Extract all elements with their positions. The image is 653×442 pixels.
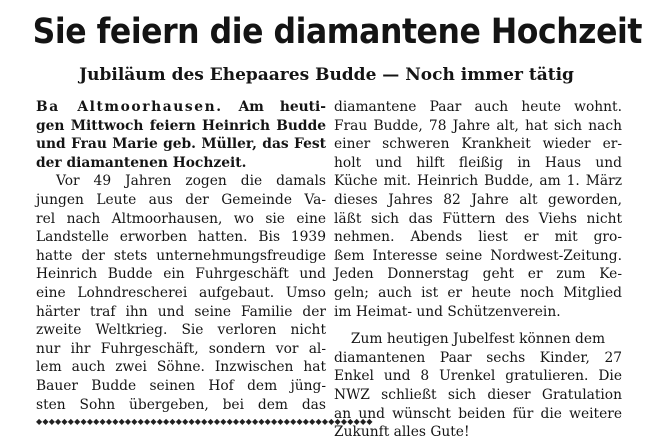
text-line: Vor 49 Jahren zogen die damals: [56, 173, 326, 190]
text-line: NWZ schließt sich dieser Gratulation: [334, 386, 622, 403]
text-line: Jeden Donnerstag geht er zum Ke-: [334, 266, 622, 283]
text-line: Bauer Budde seinen Hof dem jüng-: [36, 377, 326, 394]
text-line: diamantene Paar auch heute wohnt.: [334, 99, 622, 115]
text-line: härter traf ihn und seine Familie der: [36, 303, 326, 320]
text-line: einer schweren Krankheit wieder er-: [334, 136, 622, 153]
text-line: geln; auch ist er heute noch Mitglied: [334, 284, 622, 301]
text-line: Frau Budde, 78 Jahre alt, hat sich nach: [334, 117, 622, 134]
text-line: sten Sohn übergeben, bei dem das: [36, 396, 326, 413]
text-line: Enkel und 8 Urenkel gratulieren. Die: [334, 368, 622, 385]
text-line: Zum heutigen Jubelfest können dem: [350, 331, 606, 348]
text-line: und Frau Marie geb. Müller, das Fest: [36, 136, 326, 153]
text-line: ßem Interesse seine Nordwest-Zeitung.: [334, 247, 622, 264]
text-line: zweite Weltkrieg. Sie verloren nicht: [36, 322, 326, 339]
text-line: eine Lohndrescherei aufgebaut. Umso: [36, 284, 326, 301]
text-line: hatte der stets unternehmungsfreudige: [36, 247, 326, 264]
text-line: Zukunft alles Gute!: [334, 424, 470, 441]
text-line: Heinrich Budde ein Fuhrgeschäft und: [36, 266, 326, 283]
text-line: lem auch zwei Söhne. Inzwischen hat: [36, 359, 326, 376]
text-line: läßt sich das Füttern des Viehs nicht: [334, 210, 622, 227]
text-line: an und wünscht beiden für die weitere: [334, 405, 622, 422]
article-column-right: [334, 98, 622, 442]
headline: Sie feiern die diamantene Hochzeit: [32, 12, 642, 52]
text-line: im Heimat- und Schützenverein.: [334, 303, 561, 320]
text-line: Landstelle erworben hatten. Bis 1939: [36, 229, 326, 246]
diamond-rule-divider: ◆◆◆◆◆◆◆◆◆◆◆◆◆◆◆◆◆◆◆◆◆◆◆◆◆◆◆◆◆◆◆◆◆◆◆◆◆◆◆◆◆◆◆◆◆◆◆◆◆◆◆◆◆: [36, 417, 373, 426]
text-line: dieses Jahres 82 Jahre alt geworden,: [334, 191, 622, 208]
subheadline: Jubiläum des Ehepaares Budde — Noch immer tätig: [79, 65, 574, 85]
text-line: holt und hilft fleißig in Haus und: [334, 154, 622, 171]
text-line: nur ihr Fuhrgeschäft, sondern vor al-: [36, 340, 326, 357]
text-line: diamantenen Paar sechs Kinder, 27: [334, 349, 622, 366]
text-line: rel nach Altmoorhausen, wo sie eine: [36, 210, 326, 227]
text-line: Küche mit. Heinrich Budde, am 1. März: [334, 173, 622, 190]
text-line: der diamantenen Hochzeit.: [36, 154, 247, 171]
text-line: jungen Leute aus der Gemeinde Va-: [36, 191, 326, 208]
text-line: nehmen. Abends liest er mit gro-: [334, 229, 622, 246]
text-line: Ba Altmoorhausen. Am heuti-: [36, 99, 326, 115]
text-line: gen Mittwoch feiern Heinrich Budde: [36, 117, 326, 134]
article-column-left: [36, 98, 326, 414]
